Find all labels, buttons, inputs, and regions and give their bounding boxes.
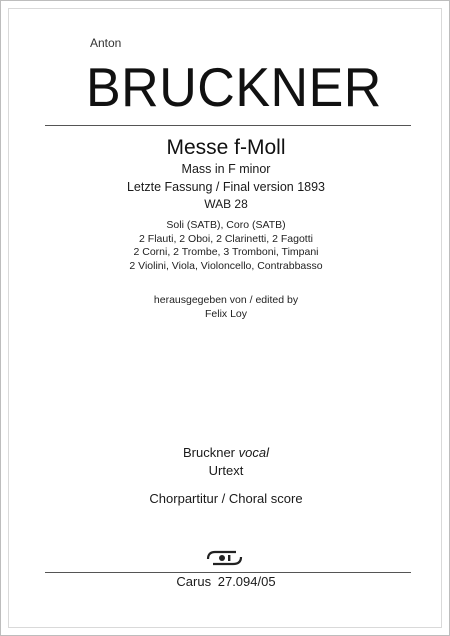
series-prefix: Bruckner (182, 445, 236, 460)
series-name (1, 446, 450, 459)
editor-label: herausgegeben von / edited by (153, 294, 299, 306)
work-title: Messe f-Moll (166, 136, 286, 159)
composer-first-name: Anton (90, 36, 122, 50)
edition-type: Urtext (208, 463, 244, 478)
top-divider (45, 125, 411, 126)
editor-block (1, 293, 450, 321)
carus-logo-icon (206, 549, 244, 567)
scoring-line: 2 Corni, 2 Trombe, 3 Tromboni, Timpani (133, 246, 319, 259)
version-line: Letzte Fassung / Final version 1893 (126, 180, 326, 194)
catalog-number: 27.094/05 (217, 574, 276, 589)
publisher-catalog (1, 575, 450, 588)
editor-name: Felix Loy (204, 308, 247, 321)
scoring-line: 2 Violini, Viola, Violoncello, Contrabbasso (129, 259, 323, 272)
bottom-divider (45, 572, 411, 573)
publisher-name: Carus (176, 574, 212, 589)
score-type: Chorpartitur / Choral score (149, 491, 303, 506)
series-italic: vocal (238, 445, 269, 460)
scoring-line: 2 Flauti, 2 Oboi, 2 Clarinetti, 2 Fagotti (139, 232, 313, 245)
catalog-work-number: WAB 28 (204, 197, 248, 211)
composer-last-name: BRUCKNER (86, 57, 382, 119)
scoring-line: Soli (SATB), Coro (SATB) (166, 219, 286, 231)
work-subtitle: Mass in F minor (181, 162, 271, 176)
scoring-list (1, 219, 450, 274)
